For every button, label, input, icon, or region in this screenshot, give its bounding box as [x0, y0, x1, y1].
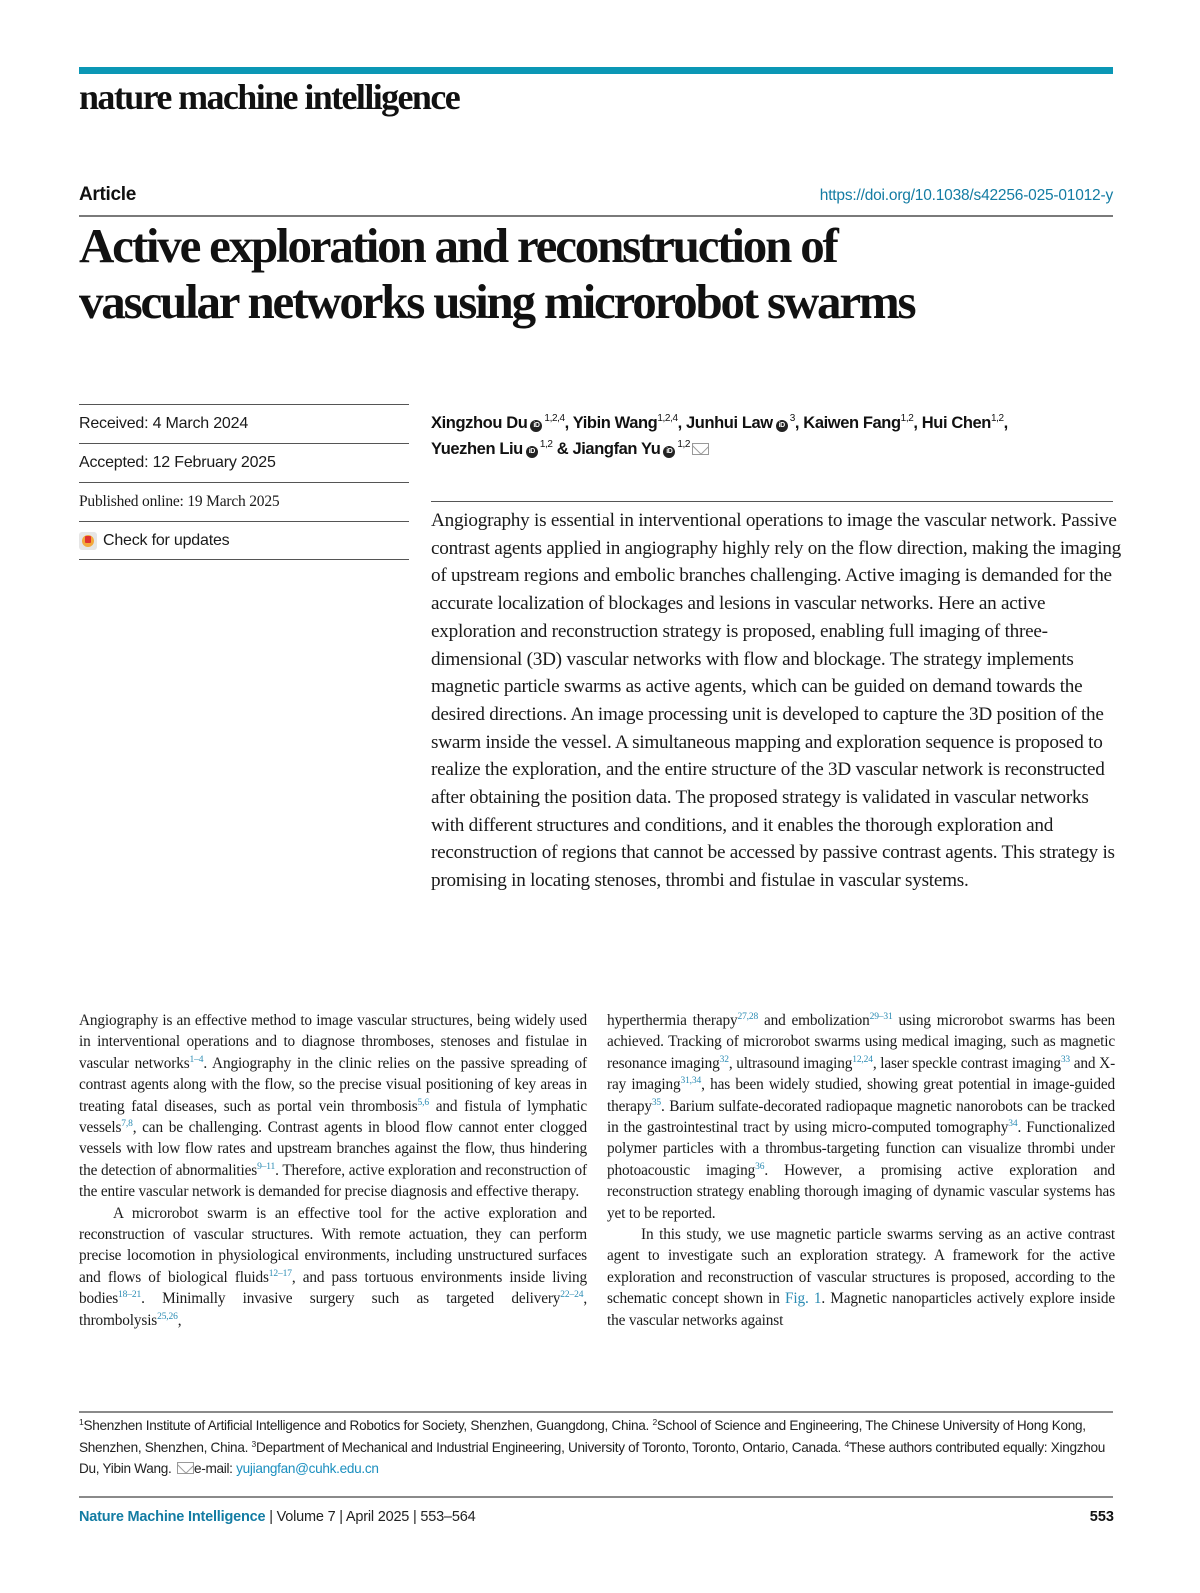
- author-name: Jiangfan Yu: [572, 440, 661, 458]
- corresponding-email-link[interactable]: yujiangfan@cuhk.edu.cn: [236, 1461, 379, 1476]
- crossmark-icon: [79, 532, 97, 550]
- citation-link[interactable]: 25,26: [157, 1311, 178, 1322]
- author[interactable]: [573, 414, 678, 432]
- article-title: [79, 218, 1139, 330]
- author[interactable]: [431, 440, 553, 458]
- citation-link[interactable]: 5,6: [417, 1097, 429, 1108]
- citation-link[interactable]: 18–21: [118, 1290, 142, 1301]
- title-line-1: Active exploration and reconstruction of: [79, 218, 837, 273]
- citation-link[interactable]: 27,28: [737, 1012, 759, 1022]
- author-affiliation-marker: 1,2,4: [544, 413, 565, 424]
- page-number: 553: [1089, 1509, 1114, 1525]
- affiliations: [79, 1415, 1119, 1480]
- footer-journal-link[interactable]: Nature Machine Intelligence: [79, 1509, 266, 1525]
- author-affiliation-marker: 1,2: [990, 413, 1004, 424]
- citation-link[interactable]: 12,24: [852, 1054, 873, 1065]
- citation-link[interactable]: 36: [755, 1161, 765, 1172]
- article-type: Article: [79, 184, 137, 205]
- journal-name: nature machine intelligence: [79, 77, 460, 117]
- accepted-date: Accepted: 12 February 2025: [79, 443, 409, 482]
- citation-link[interactable]: 12–17: [268, 1268, 292, 1279]
- author-name: Hui Chen: [921, 414, 991, 432]
- abstract: Angiography is essential in interventional operations to image the vascular network. Passive contrast agents applied in angiography highly rely on the flow direction, making the imaging of upstream regions and embolic branches challenging. Active imaging is demanded for the accurate localization of blockages and lesions in vascular networks. Here an active exploration and reconstruction strategy is proposed, enabling full imaging of three-dimensional (3D) vascular networks with flow and blockage. The strategy implements magnetic particle swarms as active agents, which can be guided on demand towards the desired directions. An image processing unit is developed to capture the 3D position of the swarm inside the vessel. A simultaneous mapping and exploration sequence is proposed to realize the exploration, and the entire structure of the 3D vascular network is reconstructed after obtaining the position data. The proposed strategy is validated in vascular networks with different structures and conditions, and it enables the thorough exploration and reconstruction of regions that cannot be accessed by passive contrast agents. This strategy is promising in locating stenoses, thrombi and fistulae in vascular systems.: [431, 510, 1121, 892]
- citation-link[interactable]: 35: [651, 1097, 662, 1108]
- author-name: Xingzhou Du: [431, 414, 528, 432]
- citation-link[interactable]: 7,8: [121, 1119, 133, 1130]
- divider: [79, 1411, 1113, 1413]
- author[interactable]: [686, 414, 795, 432]
- paragraph: A microrobot swarm is an effective tool for the active exploration and reconstruction of vascular structures. With remote actuation, they can perform precise locomotion in physiological environments, including unstructured surfaces and flows of biological fluids$^{12-17}$, and pass tortuous environments inside living bodies$^{18-21}$. Minimally invasive surgery such as targeted delivery$^{22-24}$, thrombolysis$^{25,26}$,: [79, 1204, 587, 1329]
- orcid-icon[interactable]: iD: [530, 420, 542, 432]
- affiliation-number: 2: [652, 1417, 657, 1427]
- author-affiliation-marker: 1,2: [677, 439, 691, 450]
- footer-volume-info: | Volume 7 | April 2025 | 553–564: [265, 1509, 476, 1525]
- author-name: Yibin Wang: [572, 414, 658, 432]
- author-affiliation-marker: 1,2,4: [657, 413, 678, 424]
- affiliation-2: School of Science and Engineering, The Chinese University of Hong Kong, Shenzhen, Shenzhen, China.: [79, 1418, 1086, 1455]
- journal-accent-bar: [79, 67, 1113, 74]
- divider: [431, 501, 1113, 502]
- citation-link[interactable]: 22–24: [560, 1290, 584, 1301]
- received-date: Received: 4 March 2024: [79, 404, 409, 443]
- paragraph: In this study, we use magnetic particle swarms serving as an active contrast agent to investigate such an exploration strategy. A framework for the active exploration and reconstruction of vascular structures is proposed, according to the schematic concept shown in Fig. 1. Magnetic nanoparticles actively explore inside the vascular networks against: [607, 1226, 1116, 1329]
- published-date: Published online: 19 March 2025: [79, 482, 409, 521]
- affiliation-3: Department of Mechanical and Industrial Engineering, University of Toronto, Toronto, Ontario, Canada.: [255, 1439, 845, 1455]
- divider: [79, 1496, 1113, 1498]
- author[interactable]: [572, 440, 709, 458]
- affiliation-1: Shenzhen Institute of Artificial Intelligence and Robotics for Society, Shenzhen, Guangdong, China.: [83, 1418, 653, 1433]
- citation-link[interactable]: 1–4: [189, 1054, 204, 1065]
- citation-link[interactable]: 31,34: [680, 1076, 702, 1087]
- envelope-icon[interactable]: [692, 443, 709, 455]
- author-affiliation-marker: 1,2: [900, 413, 914, 424]
- orcid-icon[interactable]: iD: [776, 420, 788, 432]
- author[interactable]: [431, 414, 565, 432]
- affiliation-number: 1: [79, 1417, 84, 1427]
- envelope-icon: [177, 1462, 194, 1474]
- check-for-updates-label: Check for updates: [103, 531, 230, 549]
- author-affiliation-marker: 3: [789, 413, 795, 424]
- paragraph: Angiography is an effective method to image vascular structures, being widely used in interventional operations and to diagnose thromboses, stenoses and fistulae in vascular networks$^{1-4}$. Angiography in the clinic relies on the passive spreading of contrast agents along with the flow, so the precise visual positioning of key areas in treating fatal diseases, such as portal vein thrombosis$^{5,6}$ and fistula of lymphatic vessels$^{7,8}$, can be challenging. Contrast agents in blood flow cannot enter clogged vessels with low flow rates and upstream branches against the flow, thus hindering the detection of abnormalities$^{9-11}$. Therefore, active exploration and reconstruction of the entire vascular network is demanded for precise diagnosis and effective therapy.: [79, 1012, 587, 1201]
- author-name: Kaiwen Fang: [803, 414, 901, 432]
- orcid-icon[interactable]: iD: [663, 446, 675, 458]
- author[interactable]: [803, 414, 913, 432]
- citation-link[interactable]: 9–11: [257, 1161, 276, 1172]
- check-updates-row: [79, 521, 409, 560]
- email-label: e-mail:: [193, 1461, 237, 1476]
- author-name: Junhui Law: [685, 414, 773, 432]
- journal-footer: [79, 1509, 475, 1525]
- paragraph: hyperthermia therapy$^{27,28}$ and embolization$^{29-31}$ using microrobot swarms has been achieved. Tracking of microrobot swarms using medical imaging, such as magnetic resonance imaging$^{32}$, ultrasound imaging$^{12,24}$, laser speckle contrast imaging$^{33}$ and X-ray imaging$^{31,34}$, has been widely studied, showing great potential in image-guided therapy$^{35}$. Barium sulfate-decorated radiopaque magnetic nanorobots can be tracked in the gastrointestinal tract by using micro-computed tomography$^{34}$. Functionalized polymer particles with a thrombus-targeting function can visualize thrombi under photoacoustic imaging$^{36}$. However, a promising active exploration and reconstruction strategy enabling thorough imaging of dynamic vascular systems has yet to be reported.: [607, 1012, 1116, 1222]
- figure-link[interactable]: Fig. 1: [785, 1290, 822, 1308]
- citation-link[interactable]: 33: [1060, 1054, 1071, 1065]
- publication-dates: [79, 404, 409, 560]
- author-name: Yuezhen Liu: [431, 440, 523, 458]
- body-column-right: [607, 1010, 1115, 1331]
- affiliation-number: 3: [251, 1438, 256, 1449]
- author-list: Xingzhou Du iD$^{1,2,4}$, Yibin Wang$^{1,2,4}$, Junhui Law $iD^3$, Kaiwen Fang$^{1,2}$, Hui Chen$^{1,2}$, Yuezhen Liu iD$^{1,2}$ & Jiangfan Yu iD$^{1,2}$: [431, 413, 1008, 458]
- orcid-icon[interactable]: iD: [526, 446, 538, 458]
- check-for-updates-button[interactable]: [79, 532, 229, 550]
- body-column-left: [79, 1010, 587, 1331]
- author[interactable]: [922, 414, 1004, 432]
- author-affiliation-marker: 1,2: [539, 439, 553, 450]
- citation-link[interactable]: 34: [1008, 1119, 1018, 1130]
- affiliation-number: 4: [844, 1438, 849, 1449]
- doi-link[interactable]: https://doi.org/10.1038/s42256-025-01012-y: [819, 187, 1113, 204]
- citation-link[interactable]: 32: [719, 1054, 729, 1065]
- title-line-2: vascular networks using microrobot swarms: [79, 274, 915, 329]
- citation-link[interactable]: 29–31: [869, 1012, 893, 1022]
- equal-contribution-note: These authors contributed equally: Xingzhou Du, Yibin Wang.: [79, 1439, 1106, 1476]
- divider: [79, 215, 1113, 217]
